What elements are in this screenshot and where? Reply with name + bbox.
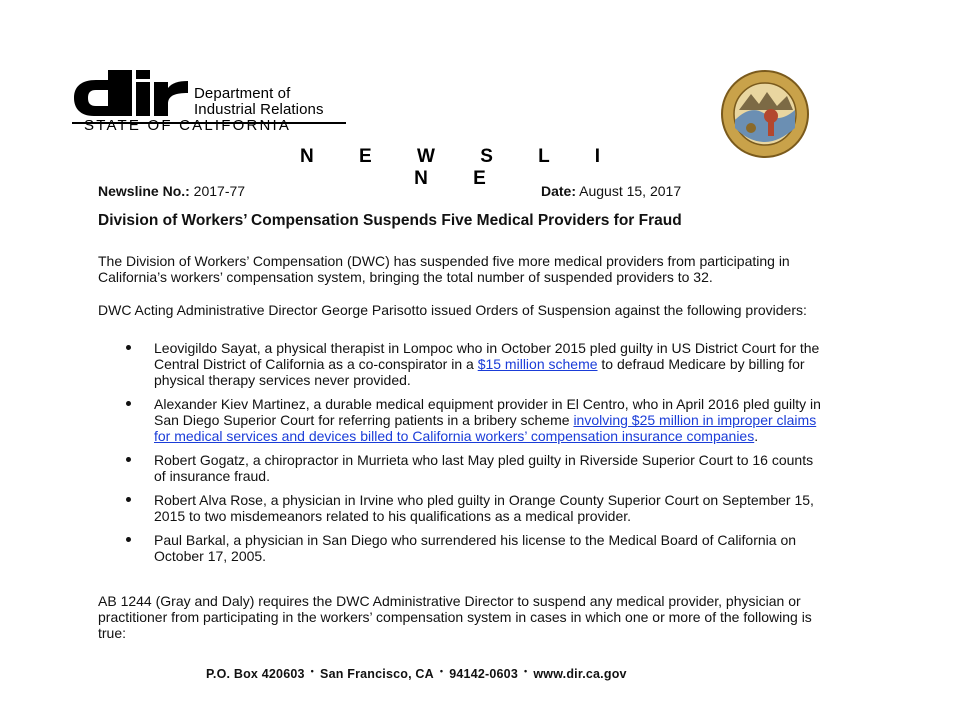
- item-text: Leovigildo Sayat, a physical therapist in Lompoc who in October 2015 pled guilty in US District Court for the Central District of California as a co-conspirator in a: [154, 340, 820, 372]
- headline: Division of Workers’ Compensation Suspends Five Medical Providers for Fraud: [98, 212, 682, 229]
- bullet-dot-icon: [126, 401, 131, 406]
- footer-separator: •: [439, 666, 444, 676]
- paragraph-ab1244: AB 1244 (Gray and Daly) requires the DWC Administrative Director to suspend any medical provider, physician or practitioner from participating in the workers’ compensation system in cases in which one or more of the following is true:: [98, 593, 812, 641]
- newsline-number-label: Newsline No.:: [98, 183, 190, 199]
- california-seal-icon: [721, 70, 809, 158]
- paragraph-orders: DWC Acting Administrative Director George Parisotto issued Orders of Suspension against the following providers:: [98, 302, 807, 318]
- newsline-date-label: Date:: [541, 183, 577, 199]
- newsline-number: [98, 183, 245, 199]
- footer-zip: 94142-0603: [449, 667, 518, 681]
- item-text: Robert Gogatz, a chiropractor in Murrieta who last May pled guilty in Riverside Superior Court to 16 counts of insurance fraud.: [154, 452, 814, 484]
- link-25-million-claims[interactable]: involving $25 million in improper claims for medical services and devices billed to California workers’ compensation insurance companies: [154, 412, 817, 444]
- footer-separator: •: [523, 666, 528, 676]
- newsline-date: [541, 183, 681, 199]
- newsline-date-value: August 15, 2017: [576, 183, 682, 199]
- dir-logo-icon: [72, 64, 192, 122]
- state-of-california: STATE OF CALIFORNIA: [84, 117, 292, 134]
- bullet-dot-icon: [126, 457, 131, 462]
- item-text: Paul Barkal, a physician in San Diego who surrendered his license to the Medical Board of California on October 17, 2005.: [154, 532, 797, 564]
- item-text: to defraud Medicare by billing for physical therapy services never provided.: [154, 356, 805, 388]
- item-text: Alexander Kiev Martinez, a durable medical equipment provider in El Centro, who in April 2016 pled guilty in San Diego Superior Court for referring patients in a bribery scheme: [154, 396, 821, 428]
- provider-list: [98, 340, 828, 564]
- footer-contact: [206, 666, 627, 681]
- bullet-dot-icon: [126, 537, 131, 542]
- footer-website[interactable]: www.dir.ca.gov: [533, 667, 627, 681]
- list-item: [98, 532, 828, 564]
- bullet-dot-icon: [126, 345, 131, 350]
- list-item: [98, 452, 828, 484]
- item-text: .: [754, 428, 759, 444]
- item-text: Robert Alva Rose, a physician in Irvine who pled guilty in Orange County Superior Court on September 15, 2015 to two misdemeanors related to his qualifications as a medical provider.: [154, 492, 814, 524]
- footer-address: P.O. Box 420603: [206, 667, 305, 681]
- california-seal: [721, 70, 809, 158]
- footer-separator: •: [310, 666, 315, 676]
- list-item: [98, 492, 828, 524]
- dept-name-line1: Department of: [194, 85, 291, 102]
- list-item: [98, 340, 828, 388]
- link-15-million-scheme[interactable]: $15 million scheme: [477, 356, 598, 372]
- dept-name-line2: Industrial Relations: [194, 101, 324, 118]
- newsline-number-value: 2017-77: [189, 183, 246, 199]
- newsline-title: N E W S L I N E: [300, 146, 620, 189]
- footer-city: San Francisco, CA: [320, 667, 434, 681]
- bullet-dot-icon: [126, 497, 131, 502]
- paragraph-intro: The Division of Workers’ Compensation (DWC) has suspended five more medical providers from participating in California’s workers’ compensation system, bringing the total number of suspended providers to 32.: [98, 253, 790, 285]
- list-item: [98, 396, 828, 444]
